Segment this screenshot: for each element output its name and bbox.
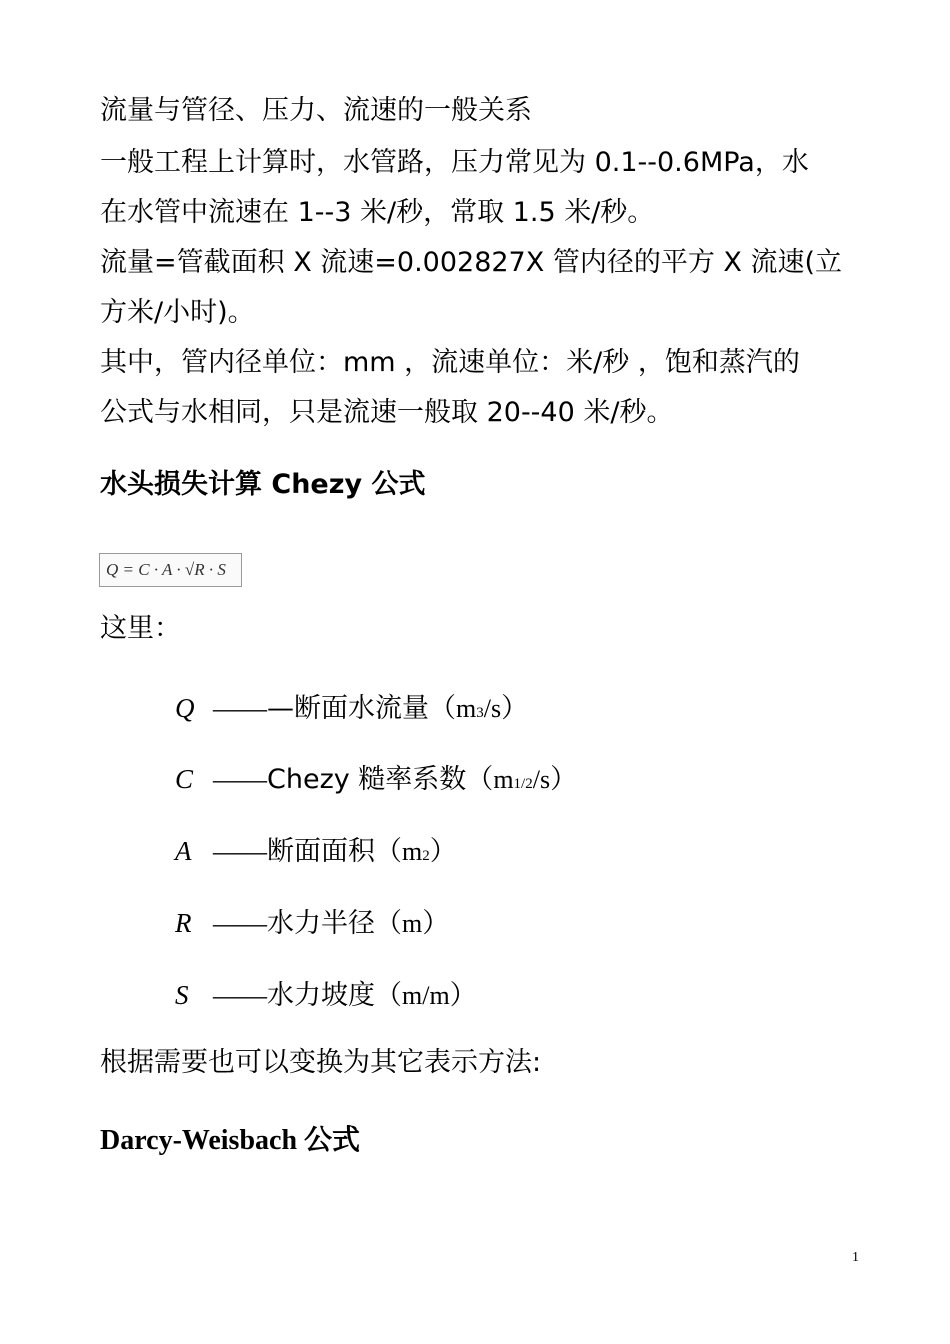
definition-symbol: S: [175, 980, 189, 1010]
paragraph-3-line-1: 其中，管内径单位：mm ，流速单位：米/秒 ，饱和蒸汽的: [100, 347, 800, 378]
page-number: 1: [852, 1250, 859, 1265]
chezy-heading: 水头损失计算 Chezy 公式: [100, 469, 426, 500]
paragraph-2-line-1: 流量=管截面积 X 流速=0.002827X 管内径的平方 X 流速(立: [100, 247, 843, 278]
chezy-formula: Q = C · A · √R · S: [106, 560, 226, 579]
definition-close: ）: [501, 693, 529, 724]
definition-q: [175, 691, 528, 730]
definition-dash: ——: [213, 764, 267, 794]
definition-s: [175, 978, 477, 1013]
darcy-heading: Darcy-Weisbach 公式: [100, 1125, 361, 1156]
paragraph-1-line-1: 一般工程上计算时，水管路，压力常见为 0.1--0.6MPa，水: [100, 147, 809, 178]
where-label: 这里：: [100, 613, 181, 644]
paragraph-3-line-2: 公式与水相同，只是流速一般取 20--40 米/秒。: [100, 397, 674, 428]
definition-close: ）: [422, 908, 450, 939]
definition-unit: m/m: [402, 981, 450, 1010]
definition-close: ）: [429, 836, 457, 867]
definition-unit: m1/2/s: [493, 765, 551, 794]
definition-r: [175, 906, 449, 941]
definition-symbol: Q: [175, 693, 195, 723]
definition-a: [175, 834, 457, 873]
definition-dash: ——: [213, 908, 267, 938]
chezy-formula-image: [99, 553, 242, 587]
paragraph-2-line-2: 方米/小时)。: [100, 297, 255, 328]
definition-symbol: R: [175, 908, 192, 938]
definition-close: ）: [449, 980, 477, 1011]
definition-desc: 水力坡度（: [267, 980, 402, 1011]
definition-symbol: C: [175, 764, 194, 794]
definition-symbol: A: [175, 836, 192, 866]
paragraph-1-line-2: 在水管中流速在 1--3 米/秒，常取 1.5 米/秒。: [100, 197, 655, 228]
definition-dash: ——: [213, 836, 267, 866]
definition-desc: —断面水流量（: [267, 693, 456, 724]
definition-dash: ——: [213, 693, 267, 723]
definition-unit: m3/s: [456, 694, 502, 723]
transform-note: 根据需要也可以变换为其它表示方法:: [100, 1047, 542, 1078]
doc-title: 流量与管径、压力、流速的一般关系: [100, 95, 532, 126]
definition-close: ）: [550, 764, 578, 795]
definition-dash: ——: [213, 980, 267, 1010]
definition-desc: 水力半径（: [267, 908, 402, 939]
definition-unit: m: [402, 909, 423, 938]
definition-unit: m2: [402, 837, 430, 866]
definition-c: [175, 762, 577, 801]
definition-desc: 断面面积（: [267, 836, 402, 867]
definition-desc: Chezy 糙率系数（: [267, 764, 494, 795]
